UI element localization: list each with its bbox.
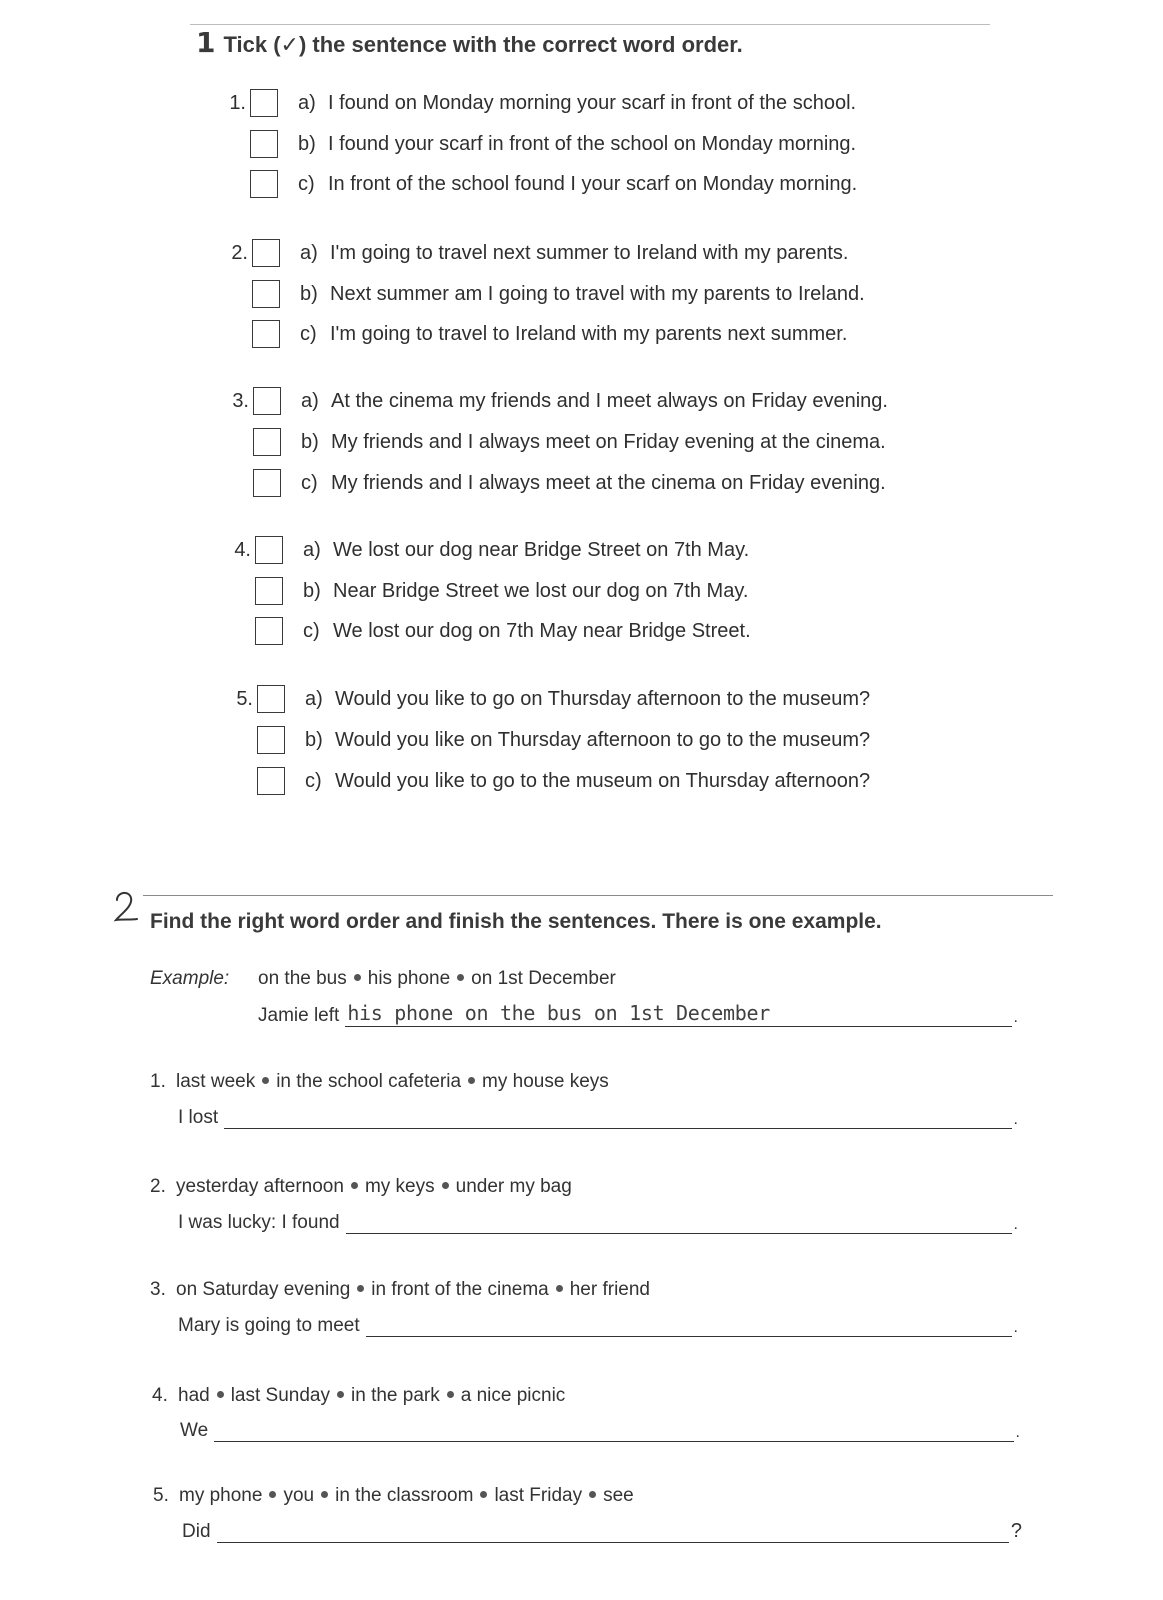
option-text: Next summer am I going to travel with my parents to Ireland. (330, 282, 865, 305)
q3-option-b (253, 425, 886, 459)
tick-box[interactable] (250, 130, 278, 158)
word-chunk: had (178, 1385, 210, 1406)
exercise-2-instruction: Find the right word order and finish the sentences. There is one example. (150, 910, 882, 933)
option-text: Would you like on Thursday afternoon to go to the museum? (335, 728, 871, 751)
sentence-prefix: We (180, 1420, 209, 1441)
sentence-prefix: I lost (178, 1107, 219, 1128)
word-chunk: under my bag (455, 1176, 572, 1197)
item-number: 4. (152, 1385, 168, 1406)
option-text: My friends and I always meet at the cinema on Friday evening. (331, 471, 886, 494)
item-1-answer-row (178, 1106, 1018, 1129)
sentence-end-punct: . (1013, 1216, 1018, 1233)
bullet-dot (337, 1391, 344, 1398)
question-number: 3. (232, 389, 249, 412)
handwritten-number-2 (111, 886, 145, 926)
tick-box[interactable] (255, 617, 283, 645)
answer-line[interactable] (224, 1106, 1011, 1129)
item-number: 3. (150, 1279, 166, 1300)
tick-box[interactable] (255, 536, 283, 564)
tick-box[interactable] (252, 320, 280, 348)
section-divider (143, 895, 1053, 896)
word-chunk: a nice picnic (460, 1385, 566, 1406)
answer-line[interactable] (214, 1419, 1013, 1442)
option-text: Would you like to go on Thursday afternoon to the museum? (335, 687, 871, 710)
item-number: 1. (150, 1071, 166, 1092)
q5-option-c (257, 764, 870, 798)
option-text: Near Bridge Street we lost our dog on 7th May. (333, 579, 749, 602)
sentence-end-punct: . (1013, 1111, 1018, 1128)
option-letter: a) (305, 687, 323, 710)
item-5-word-prompt (153, 1485, 634, 1507)
tick-box[interactable] (253, 469, 281, 497)
tick-box[interactable] (250, 89, 278, 117)
tick-box[interactable] (253, 428, 281, 456)
sentence-end-punct: . (1015, 1424, 1020, 1441)
sentence-end-punct: . (1013, 1009, 1018, 1026)
item-4-answer-row (180, 1419, 1020, 1442)
option-letter: c) (298, 172, 315, 195)
option-letter: b) (301, 430, 319, 453)
word-chunk: on 1st December (471, 968, 616, 989)
q1-option-b (250, 127, 856, 161)
bullet-dot (321, 1491, 328, 1498)
tick-box[interactable] (252, 280, 280, 308)
sentence-end-punct: ? (1010, 1520, 1022, 1542)
sentence-prefix: I was lucky: I found (178, 1212, 340, 1233)
sentence-prefix: Jamie left (258, 1005, 340, 1026)
answer-line[interactable] (346, 1211, 1012, 1234)
answer-line (345, 1001, 1011, 1027)
bullet-dot (447, 1391, 454, 1398)
word-chunk: her friend (569, 1279, 651, 1300)
answer-line[interactable] (217, 1520, 1009, 1543)
question-number: 4. (234, 538, 251, 561)
q4-option-a (234, 533, 750, 567)
tick-box[interactable] (250, 170, 278, 198)
q4-option-c (255, 614, 751, 648)
handwritten-answer: his phone on the bus on 1st December (347, 1001, 770, 1025)
bullet-dot (262, 1077, 269, 1084)
bullet-dot (217, 1391, 224, 1398)
option-text: I'm going to travel to Ireland with my parents next summer. (330, 322, 848, 345)
item-1-word-prompt (150, 1071, 609, 1093)
bullet-dot (357, 1285, 364, 1292)
item-2-answer-row (178, 1211, 1018, 1234)
word-chunk: in the school cafeteria (276, 1071, 462, 1092)
tick-box[interactable] (252, 239, 280, 267)
q2-option-b (252, 277, 865, 311)
example-word-prompt (258, 968, 616, 990)
sentence-end-punct: . (1013, 1319, 1018, 1336)
word-chunk: last Sunday (230, 1385, 330, 1406)
option-letter: a) (303, 538, 321, 561)
option-letter: c) (301, 471, 318, 494)
option-text: We lost our dog near Bridge Street on 7th May. (333, 538, 750, 561)
item-4-word-prompt (152, 1385, 565, 1407)
item-number: 2. (150, 1176, 166, 1197)
q2-option-a (231, 236, 849, 270)
item-3-word-prompt (150, 1279, 650, 1301)
bullet-dot (556, 1285, 563, 1292)
word-chunk: you (283, 1485, 315, 1506)
option-text: I found your scarf in front of the school on Monday morning. (328, 132, 857, 155)
option-text: I'm going to travel next summer to Ireland with my parents. (330, 241, 849, 264)
word-chunk: my phone (179, 1485, 263, 1506)
bullet-dot (351, 1182, 358, 1189)
exercise-1-instruction: Tick (✓) the sentence with the correct word order. (223, 32, 743, 57)
item-5-answer-row (182, 1520, 1022, 1543)
tick-box[interactable] (255, 577, 283, 605)
word-chunk: in the classroom (335, 1485, 474, 1506)
word-chunk: his phone (367, 968, 451, 989)
example-label: Example: (150, 968, 230, 989)
question-number: 1. (229, 91, 246, 114)
word-chunk: in front of the cinema (371, 1279, 549, 1300)
option-text: I found on Monday morning your scarf in front of the school. (328, 91, 857, 114)
sentence-prefix: Did (182, 1521, 211, 1542)
word-chunk: yesterday afternoon (176, 1176, 344, 1197)
word-chunk: my house keys (482, 1071, 609, 1092)
option-letter: a) (300, 241, 318, 264)
q1-option-c (250, 167, 857, 201)
option-letter: b) (303, 579, 321, 602)
exercise-1-heading (196, 26, 743, 59)
item-2-word-prompt (150, 1176, 572, 1198)
bullet-dot (269, 1491, 276, 1498)
word-chunk: in the park (351, 1385, 440, 1406)
bullet-dot (480, 1491, 487, 1498)
option-letter: c) (305, 769, 322, 792)
item-3-answer-row (178, 1314, 1018, 1337)
question-number: 2. (231, 241, 248, 264)
tick-box[interactable] (257, 726, 285, 754)
word-chunk: last Friday (494, 1485, 583, 1506)
option-letter: c) (300, 322, 317, 345)
option-letter: a) (301, 389, 319, 412)
option-letter: b) (300, 282, 318, 305)
bullet-dot (468, 1077, 475, 1084)
exercise-1-number: 1 (196, 26, 216, 59)
bullet-dot (589, 1491, 596, 1498)
option-letter: c) (303, 619, 320, 642)
q3-option-a (232, 384, 888, 418)
question-number: 5. (236, 687, 253, 710)
sentence-prefix: Mary is going to meet (178, 1315, 360, 1336)
example-answer-row (258, 1001, 1018, 1027)
item-number: 5. (153, 1485, 169, 1506)
word-chunk: see (603, 1485, 634, 1506)
tick-box[interactable] (257, 685, 285, 713)
bullet-dot (442, 1182, 449, 1189)
option-letter: a) (298, 91, 316, 114)
word-chunk: on Saturday evening (176, 1279, 351, 1300)
option-text: At the cinema my friends and I meet always on Friday evening. (331, 389, 888, 412)
word-chunk: last week (176, 1071, 256, 1092)
bullet-dot (354, 974, 361, 981)
q2-option-c (252, 317, 847, 351)
option-letter: b) (305, 728, 323, 751)
option-text: In front of the school found I your scarf on Monday morning. (328, 172, 858, 195)
q3-option-c (253, 466, 886, 500)
word-chunk: on the bus (258, 968, 347, 989)
tick-box[interactable] (257, 767, 285, 795)
option-letter: b) (298, 132, 316, 155)
q4-option-b (255, 574, 748, 608)
option-text: We lost our dog on 7th May near Bridge Street. (333, 619, 751, 642)
option-text: Would you like to go to the museum on Thursday afternoon? (335, 769, 871, 792)
top-rule (190, 24, 990, 25)
q1-option-a (229, 86, 857, 120)
word-chunk: my keys (364, 1176, 435, 1197)
q5-option-a (236, 682, 871, 716)
bullet-dot (457, 974, 464, 981)
option-text: My friends and I always meet on Friday evening at the cinema. (331, 430, 886, 453)
answer-line[interactable] (366, 1314, 1012, 1337)
tick-box[interactable] (253, 387, 281, 415)
q5-option-b (257, 723, 870, 757)
